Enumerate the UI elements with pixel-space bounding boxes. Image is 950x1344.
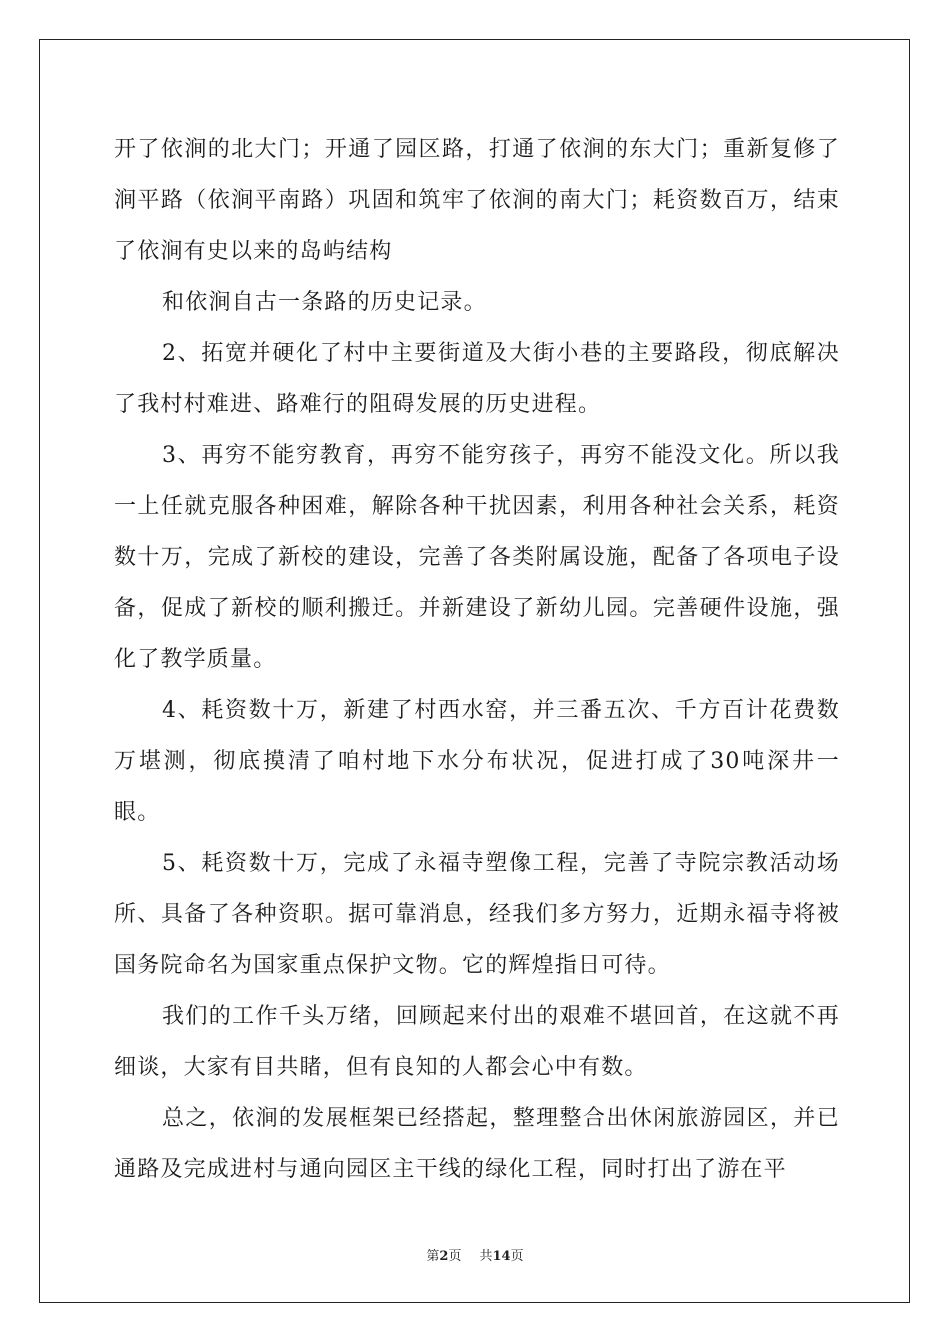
paragraph-7: 我们的工作千头万绪，回顾起来付出的艰难不堪回首，在这就不再细谈，大家有目共睹，但有良知的人都会心中有数。 xyxy=(114,1004,840,1080)
paragraph-1: 开了依涧的北大门；开通了园区路，打通了依涧的东大门；重新复修了涧平路（依涧平南路）巩固和筑牢了依涧的南大门；耗资数百万，结束了依涧有史以来的岛屿结构 xyxy=(114,137,840,264)
document-body xyxy=(114,124,840,1195)
total-suffix: 页 xyxy=(510,1249,524,1264)
paragraph-6: 5、耗资数十万，完成了永福寺塑像工程，完善了寺院宗教活动场所、具备了各种资职。据可靠消息，经我们多方努力，近期永福寺将被国务院命名为国家重点保护文物。它的辉煌指日可待。 xyxy=(114,851,840,978)
page-prefix: 第 xyxy=(426,1249,440,1264)
paragraph-8: 总之，依涧的发展框架已经搭起，整理整合出休闲旅游园区，并已通路及完成进村与通向园区主干线的绿化工程，同时打出了游在平 xyxy=(114,1106,840,1182)
total-pages: 14 xyxy=(492,1249,511,1264)
paragraph-4: 3、再穷不能穷教育，再穷不能穷孩子，再穷不能没文化。所以我一上任就克服各种困难，解除各种干扰因素，利用各种社会关系，耗资数十万，完成了新校的建设，完善了各类附属设施，配备了各项电子设备，促成了新校的顺利搬迁。并新建设了新幼儿园。完善硬件设施，强化了教学质量。 xyxy=(114,443,840,672)
page-footer xyxy=(0,1245,950,1264)
total-prefix: 共 xyxy=(479,1249,493,1264)
paragraph-3: 2、拓宽并硬化了村中主要街道及大街小巷的主要路段，彻底解决了我村村难进、路难行的阻碍发展的历史进程。 xyxy=(114,341,840,417)
page-suffix: 页 xyxy=(448,1249,462,1264)
paragraph-5: 4、耗资数十万，新建了村西水窑，并三番五次、千方百计花费数万堪测，彻底摸清了咱村地下水分布状况，促进打成了30吨深井一眼。 xyxy=(114,698,840,825)
paragraph-2: 和依涧自古一条路的历史记录。 xyxy=(162,290,487,315)
page-number: 2 xyxy=(439,1249,449,1264)
